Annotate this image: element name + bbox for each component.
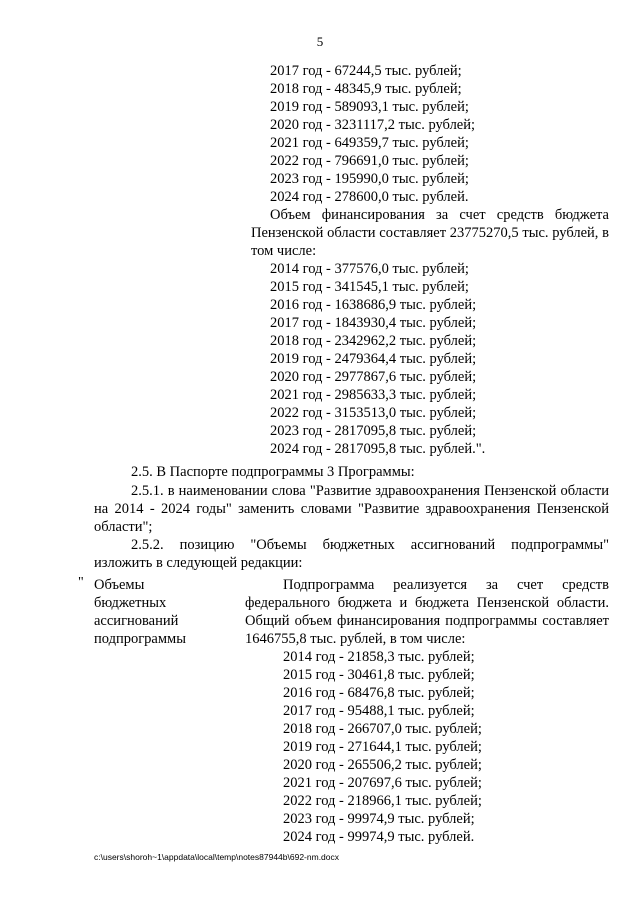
list-item: 2015 год - 30461,8 тыс. рублей; — [283, 667, 475, 683]
list-item: 2020 год - 2977867,6 тыс. рублей; — [270, 369, 477, 385]
list-item: 2022 год - 3153513,0 тыс. рублей; — [270, 405, 477, 421]
list-item: 2022 год - 796691,0 тыс. рублей; — [270, 153, 469, 169]
table-label-line: бюджетных — [94, 595, 167, 611]
list-item: 2021 год - 649359,7 тыс. рублей; — [270, 135, 469, 151]
list-item: 2021 год - 2985633,3 тыс. рублей; — [270, 387, 477, 403]
regional-budget-paragraph: Объем финансирования за счет средств бюджета Пензенской области составляет 23775270,5 тыс. рублей, в том числе: — [251, 207, 609, 259]
list-item: 2017 год - 67244,5 тыс. рублей; — [270, 63, 462, 79]
list-item: 2016 год - 1638686,9 тыс. рублей; — [270, 297, 477, 313]
list-item: 2019 год - 2479364,4 тыс. рублей; — [270, 351, 477, 367]
section-2-5-1-paragraph: 2.5.1. в наименовании слова "Развитие здравоохранения Пензенской области на 2014 - 2024 годы" заменить словами "Развитие здравоохранения Пензенской области"; — [94, 483, 609, 535]
list-item: 2016 год - 68476,8 тыс. рублей; — [283, 685, 475, 701]
list-item: 2023 год - 2817095,8 тыс. рублей; — [270, 423, 477, 439]
list-item: 2021 год - 207697,6 тыс. рублей; — [283, 775, 482, 791]
list-item: 2023 год - 195990,0 тыс. рублей; — [270, 171, 469, 187]
section-2-5-2-paragraph: 2.5.2. позицию "Объемы бюджетных ассигнований подпрограммы" изложить в следующей редакции: — [94, 537, 609, 571]
section-2-5-heading: 2.5. В Паспорте подпрограммы 3 Программы: — [131, 464, 415, 480]
list-item: 2018 год - 266707,0 тыс. рублей; — [283, 721, 482, 737]
list-item: 2017 год - 1843930,4 тыс. рублей; — [270, 315, 477, 331]
list-item: 2019 год - 271644,1 тыс. рублей; — [283, 739, 482, 755]
table-label-line: Объемы — [94, 577, 145, 593]
opening-quote-mark: " — [78, 575, 84, 590]
list-item: 2022 год - 218966,1 тыс. рублей; — [283, 793, 482, 809]
list-item: 2018 год - 2342962,2 тыс. рублей; — [270, 333, 477, 349]
list-item: 2019 год - 589093,1 тыс. рублей; — [270, 99, 469, 115]
list-item: 2017 год - 95488,1 тыс. рублей; — [283, 703, 475, 719]
list-item: 2018 год - 48345,9 тыс. рублей; — [270, 81, 462, 97]
list-item: 2023 год - 99974,9 тыс. рублей; — [283, 811, 475, 827]
list-item: 2024 год - 278600,0 тыс. рублей. — [270, 189, 469, 205]
table-content-paragraph: Подпрограмма реализуется за счет средств федерального бюджета и бюджета Пензенской области. Общий объем финансирования подпрограммы составляет 1646755,8 тыс. рублей, в том числе: — [245, 577, 609, 647]
page-number: 5 — [316, 34, 324, 49]
list-item: 2014 год - 377576,0 тыс. рублей; — [270, 261, 469, 277]
list-item: 2024 год - 99974,9 тыс. рублей. — [283, 829, 475, 845]
list-item: 2020 год - 265506,2 тыс. рублей; — [283, 757, 482, 773]
list-item: 2014 год - 21858,3 тыс. рублей; — [283, 649, 475, 665]
list-item: 2020 год - 3231117,2 тыс. рублей; — [270, 117, 476, 133]
table-label-line: ассигнований — [94, 613, 179, 629]
table-label-line: подпрограммы — [94, 631, 186, 647]
list-item: 2015 год - 341545,1 тыс. рублей; — [270, 279, 469, 295]
list-item: 2024 год - 2817095,8 тыс. рублей.". — [270, 441, 486, 457]
footer-file-path: c:\users\shoroh~1\appdata\local\temp\notes87944b\692-nm.docx — [94, 852, 340, 862]
